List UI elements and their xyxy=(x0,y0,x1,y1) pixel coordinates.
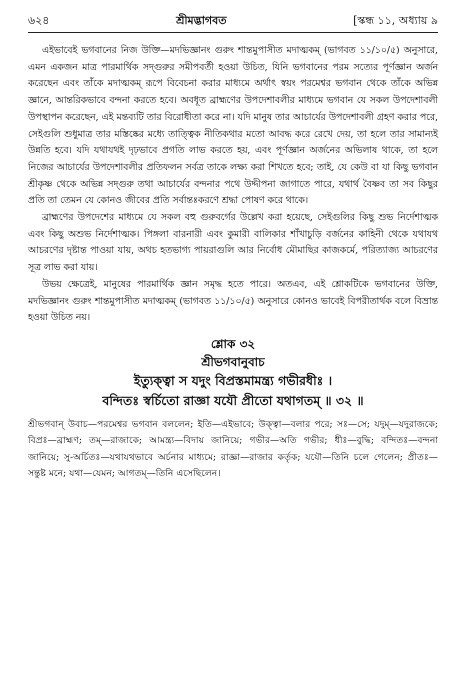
purport-paragraph-1: এইভাবেই ভগবানের নিজ উক্তি—মদভিজ্ঞানং গুরুং শান্তমুপাসীত মদাত্মকম্ (ভাগবত ১১/১০/৫) অনুসারে, এমন একজন মাত্র পারমার্থিক সদ্গুরুর সমীপবর্তী হওয়া উচিত, যিনি ভগবানের পরম সত্যের পূর্ণজ্ঞান অর্জন করেছেন এবং তাঁকে মদাত্মকম্ রূপে বিবেচনা করার মাধ্যমে অর্থাৎ স্বয়ং পরমেশ্বর ভগবান থেকে তাঁকে অভিন্ন জ্ঞানে, আন্তরিকভাবে বন্দনা করতে হবে। অবধূত ব্রাহ্মণের উপদেশাবলীর মাধ্যমে ভগবান যে সকল উপদেশাবলী উপস্থাপন করেছেন, এই মন্তব্যটি তার বিরোধীতা করে না। যদি মানুষ তার আচার্যের উপদেশাবলী গ্রহণ করার পরে, সেইগুলি শুধুমাত্র তার মস্তিষ্কের মধ্যে তাত্ত্বিক নীতিকথার মতো আবদ্ধ করে রেখে দেয়, তা হলে তার সামান্যই উন্নতি হবে। যদি যথাযথই দৃঢ়ভাবে প্রগতি লাভ করতে হয়, এবং পূর্ণজ্ঞান অর্জনের অভিলাষ থাকে, তা হলে নিজের আচার্যের উপদেশাবলীর প্রতিফলন সর্বত্র তাকে লক্ষ্য করা শিখতে হবে; তাই, যে কেউ বা যা কিছু ভগবান শ্রীকৃষ্ণ থেকে অভিন্ন সদ্গুরু তথা আচার্যের বন্দনার পথে উদ্দীপনা জাগাতে পারে, যথার্থ বৈষ্ণব তা সব কিছুর প্রতি তা তেমন যে কোনও জীবের প্রতি সর্বান্তঃকরণে শ্রদ্ধা পোষণ করে থাকে। xyxy=(28,45,438,207)
header-rule xyxy=(28,32,438,33)
verse-block xyxy=(28,335,438,411)
book-title: শ্রীমদ্ভাগবত xyxy=(176,14,227,27)
verse-line-1: ইত্যুক্ত্বা স যদুং বিপ্রস্তমামন্ত্র্য গভীরধীঃ । xyxy=(133,372,333,388)
verse-line-2: বন্দিতঃ স্বর্চিতো রাজ্ঞা যযৌ প্রীতো যথাগতম্ ॥ ৩২ ॥ xyxy=(102,392,364,408)
page-header xyxy=(28,12,438,30)
verse-speaker: শ্রীভগবানুবাচ xyxy=(201,354,265,369)
page-number: ৬২৪ xyxy=(28,14,50,27)
verse-title: শ্লোক ৩২ xyxy=(210,336,256,351)
section-label: [স্কন্ধ ১১, অধ্যায় ৯ xyxy=(353,14,438,27)
book-page xyxy=(28,12,438,483)
purport-paragraph-2: ব্রাহ্মণের উপদেশের মাধ্যমে যে সকল বহু গুরুবর্গের উল্লেখ করা হয়েছে, সেইগুলির কিছু শুভ নির্দেশাত্মক এবং কিছু অশুভ নির্দেশাত্মক। পিঙ্গলা বারনারী এবং কুমারী বালিকার শাঁখাচুড়ি বর্জনের কাহিনী থেকে যথাযথ আচরণের দৃষ্টান্ত পাওয়া যায়, অথচ হতভাগ্য পায়রাগুলি আর নির্বোধ মৌমাছির কাজকর্মে, পরিত্যাজ্য আচরণের সূত্র লাভ করা যায়। xyxy=(28,212,438,274)
purport-paragraph-3: উভয় ক্ষেত্রেই, মানুষের পারমার্থিক জ্ঞান সমৃদ্ধ হতে পারে। অতএব, এই শ্লোকটিকে ভগবানের উক্তি, মদভিজ্ঞানং গুরুং শান্তমুপাসীত মদাত্মকম্ (ভাগবত ১১/১০/৫) অনুসারে কোনও ভাবেই বিপরীতার্থক বলে বিভ্রান্ত হওয়া উচিত নয়। xyxy=(28,278,438,324)
word-synonyms: শ্রীভগবান্ উবাচ—পরমেশ্বর ভগবান বললেন; ইতি—এইভাবে; উক্ত্বা—বলার পরে; সঃ—সে; যদুম্—যদুরাজকে; বিপ্রঃ—ব্রাহ্মণ; তম্—রাজাকে; আমন্ত্র্য—বিদায় জানিয়ে; গভীর—অতি গভীর; ধীঃ—বুদ্ধি; বন্দিতঃ—বন্দনা জানিয়ে; সু-অর্চিতঃ—যথাযথভাবে অর্চনার মাধ্যমে; রাজ্ঞা—রাজার কর্তৃক; যযৌ—তিনি চলে গেলেন; প্রীতঃ—সন্তুষ্ট মনে; যথা—যেমন; আগতম্—তিনি এসেছিলেন। xyxy=(28,418,438,480)
